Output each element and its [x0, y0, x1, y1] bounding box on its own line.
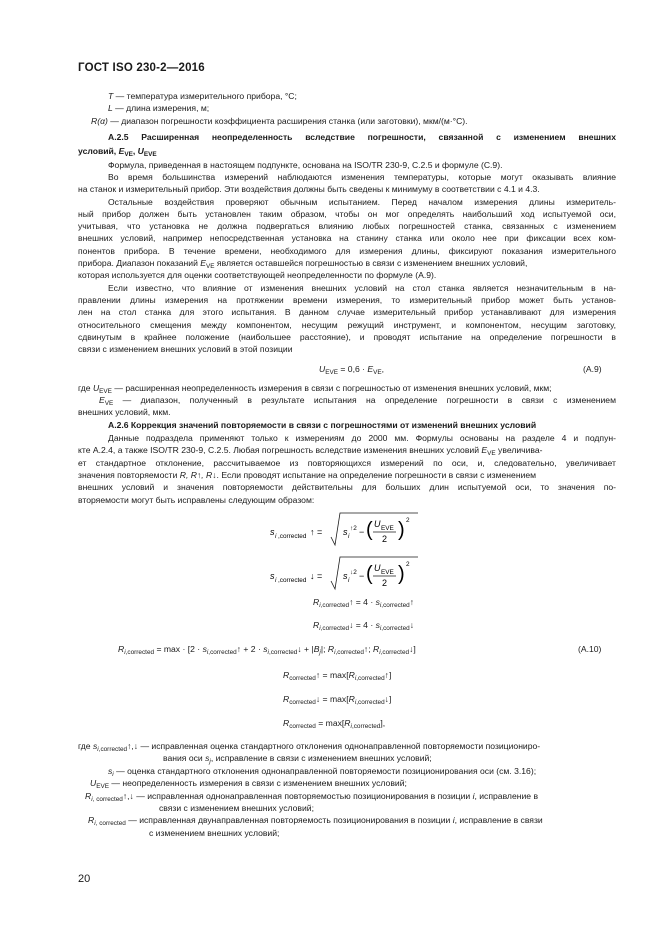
svg-text:U: U [374, 563, 381, 573]
page-number: 20 [78, 873, 91, 885]
formula-r-bidirectional: $R_{i,corrected} = \max \cdot [2$ · $s_{i,corrected}↑ + 2$ · $s_{i,corrected}↓ + |B_j|$; $R_{i,corrected}↑$; $R_{i,corrected}↓$] [118, 644, 416, 656]
formula-r-up: $R_{i,corrected}↑ = 4$ · $s_{i,corrected}↑$ [313, 597, 415, 609]
formula-r-max-down: $R_{corrected}↓$ = $\max[R_{i,corrected}↓]$ [283, 694, 392, 706]
def-temperature: T — температура измерительного прибора, °С; [108, 91, 297, 101]
paragraph: Формула, приведенная в настоящем подпункте, основана на ISO/TR 230-9, С.2.5 и формуле (С.9). [108, 160, 503, 170]
svg-text:,corrected: ,corrected [278, 533, 307, 540]
formula-r-max-up: $R_{corrected}↑$ = $\max[R_{i,corrected}↑]$ [283, 670, 392, 682]
where-r-unidirectional-cont: связи с изменением внешних условий; [159, 803, 314, 813]
paragraph: Остальные воздействия проверяют обычным испытанием. Перед началом измерения длины измеритель- [108, 197, 616, 207]
svg-text:EVE: EVE [381, 569, 394, 576]
where-eve: $E_{VE}$ — диапазон, полученный в результате испытания на определение погрешности в связи с изменением [99, 395, 616, 407]
where-r-bidirectional-cont: с изменением внешних условий; [149, 828, 280, 838]
paragraph: Данные подраздела применяют только к измерениям до 2000 мм. Формулы основаны на разделе 4 и подпун- [108, 433, 616, 443]
where-r-unidirectional: $R_{i, corrected}↑,↓$ — исправленная однонаправленная повторяемостью позиционирования в позиции i, исправление в [85, 791, 539, 803]
svg-text:↓ =: ↓ = [310, 571, 323, 581]
paragraph: внешних условий, например непосредственная установка на станину станка или около нее при фиксации всех ком- [78, 233, 616, 243]
paragraph: кте А.2.4, а также ISO/TR 230-9, С.2.5. Любая погрешность вследствие изменения внешних условий $E_{VE}$ увеличива- [78, 445, 543, 457]
equation-number-a9: (А.9) [583, 364, 602, 374]
formula-r-max: $R_{corrected} = \max[R_{i,corrected}]$, [283, 718, 386, 730]
paragraph: лен на стол станка для этого испытания. В данном случае измерительный прибор устанавливают для измерения [78, 307, 616, 317]
equation-number-a10: (А.10) [578, 644, 602, 654]
where-s-corrected-cont: вания оси $s_j$, исправление в связи с изменением внешних условий; [163, 753, 432, 765]
formula-r-down: $R_{i,corrected}↓ = 4$ · $s_{i,corrected}↓$ [313, 620, 415, 632]
def-expansion-range: R(α) — диапазон погрешности коэффициента расширения станка (или заготовки), мкм/(м·°С). [91, 116, 468, 126]
paragraph: относительного смещения между компонентом, несущим режущий инструмент, и компонентом, несущим заготовку, [78, 320, 616, 330]
paragraph: связи с изменением внешних условий в этой позиции [78, 344, 293, 354]
paragraph: на станок и измерительный прибор. Эти воздействия должны быть сведены к минимуму в соответствии с 4.1 и 4.3. [78, 184, 540, 194]
svg-text:↑2: ↑2 [350, 525, 357, 532]
svg-text:,corrected: ,corrected [278, 577, 307, 584]
paragraph: ный прибор должен быть установлен таким образом, чтобы он мог определять наибольший ход испытуемой оси, [78, 209, 616, 219]
svg-text:−: − [359, 527, 365, 537]
svg-text:s: s [270, 571, 275, 581]
where-r-bidirectional: $R_{i, corrected}$ — исправленная двунаправленная повторяемость позиционирования в позиции i, исправление в связи [88, 815, 543, 827]
formula-s-down [270, 553, 430, 599]
svg-text:↓2: ↓2 [350, 569, 357, 576]
paragraph: ет стандартное отклонение, рассчитываемое из повторяющихся измерений по оси, и, следовательно, увеличивает [78, 458, 616, 468]
section-heading-a25-cont: условий, $E_{VE}$, $U_{EVE}$ [78, 146, 157, 158]
where-uve: где $U_{EVE}$ — расширенная неопределенность измерения в связи с погрешностью от изменения внешних условий, мкм; [78, 383, 552, 395]
paragraph: правлении длины измерения на протяжении времени измерения, то измерительный прибор может быть установ- [78, 295, 616, 305]
paragraph: внешних условий и значения повторяемости действительны для больших длин испытуемой оси, то значения по- [78, 482, 616, 492]
svg-text:): ) [398, 563, 405, 585]
section-heading-a25: А.2.5 Расширенная неопределенность вследствие погрешности, связанной с изменением внешних [108, 132, 616, 142]
svg-text:2: 2 [406, 517, 410, 524]
svg-text:s: s [270, 527, 275, 537]
svg-text:2: 2 [406, 561, 410, 568]
svg-text:U: U [374, 519, 381, 529]
svg-text:2: 2 [382, 578, 388, 588]
svg-text:i: i [275, 577, 277, 584]
paragraph: понентов прибора. В течение времени, необходимого для измерения длины, фиксируют показания измерительного [78, 246, 616, 256]
equation-a9: $U_{EVE} = 0,6 \cdot E_{VE}$, [319, 364, 385, 376]
paragraph: Если известно, что влияние от изменения внешних условий на стол станка является незначительным в на- [108, 283, 616, 293]
section-heading-a26: А.2.6 Коррекция значений повторяемости в связи с погрешностями от изменений внешних условий [108, 420, 537, 430]
paragraph: вторяемости могут быть исправлены следующим образом: [78, 495, 315, 505]
svg-text:(: ( [366, 563, 373, 585]
where-eve-cont: внешних условий, мкм. [78, 407, 171, 417]
running-header: ГОСТ ISO 230-2—2016 [78, 62, 205, 74]
svg-text:i: i [275, 533, 277, 540]
where-s-corrected: где $s_{i,corrected}↑,↓$ — исправленная оценка стандартного отклонения однонаправленной повторяемости позициониро- [78, 741, 541, 753]
svg-text:EVE: EVE [381, 525, 394, 532]
paragraph: значения повторяемости R, R↑, R↓. Если проводят испытание на определение погрешности в связи с изменением [78, 470, 537, 480]
svg-text:i: i [348, 577, 350, 584]
def-length: L — длина измерения, м; [108, 103, 210, 113]
svg-text:−: − [359, 571, 365, 581]
svg-text:2: 2 [382, 534, 388, 544]
paragraph: сдвинутым в крайнее положение (наибольшее расстояние), и проводят испытание на определение погрешности в [78, 332, 616, 342]
formula-s-up [270, 509, 430, 555]
svg-text:s: s [343, 571, 348, 581]
svg-text:s: s [343, 527, 348, 537]
paragraph: учитывая, что установка не должна подвергаться влиянию любых погрешностей станка, связанных с изменением [78, 221, 616, 231]
paragraph: Во время большинства измерений наблюдаются изменения температуры, которые могут оказывать влияние [108, 172, 616, 182]
svg-text:(: ( [366, 519, 373, 541]
where-uve-2: $U_{EVE}$ — неопределенность измерения в связи с изменением внешних условий; [90, 778, 407, 790]
paragraph: которая используется для оценки соответствующей неопределенности по формуле (А.9). [78, 270, 437, 280]
svg-text:↑ =: ↑ = [310, 527, 323, 537]
svg-text:): ) [398, 519, 405, 541]
svg-text:i: i [348, 533, 350, 540]
where-s: $s_i$ — оценка стандартного отклонения однонаправленной повторяемости позиционирования оси (см. 3.16); [108, 766, 537, 778]
paragraph: прибора. Диапазон показаний $E_{VE}$ является оставшейся погрешностью в связи с изменением внешних условий, [78, 258, 528, 270]
